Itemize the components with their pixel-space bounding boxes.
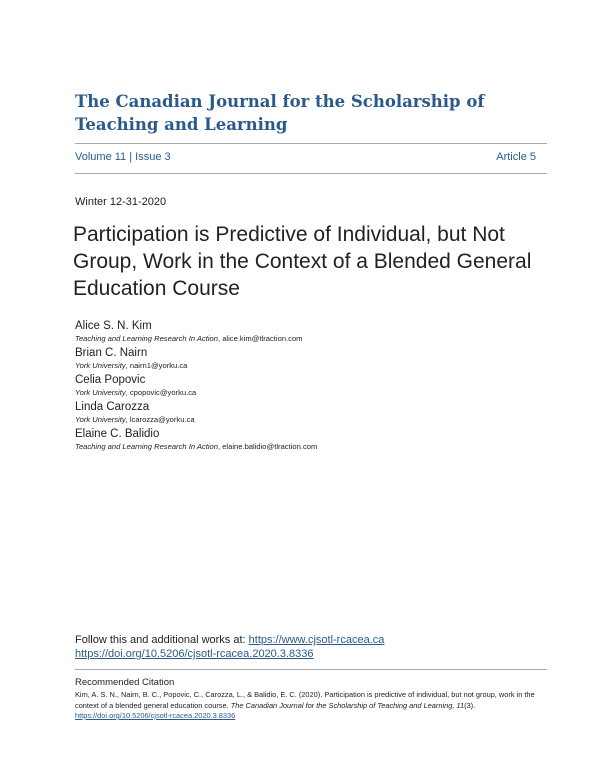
author-entry <box>75 427 545 452</box>
follow-line <box>75 633 545 647</box>
bottom-divider <box>75 173 547 174</box>
author-entry <box>75 346 545 371</box>
citation-heading: Recommended Citation <box>75 677 175 688</box>
author-email: , alice.kim@tlraction.com <box>217 334 303 343</box>
publication-date: Winter 12-31-2020 <box>75 196 167 208</box>
author-affiliation <box>75 334 545 344</box>
citation-body: Kim, A. S. N., Nairn, B. C., Popovic, C., Carozza, L., & Balidio, E. C. (2020). Participation is predictive of individual, but not group, work in the context of a blended general education course. <box>75 690 535 710</box>
author-email: , nairn1@yorku.ca <box>125 361 188 370</box>
author-affiliation <box>75 388 545 398</box>
citation-divider <box>75 669 547 670</box>
author-email: , lcarozza@yorku.ca <box>125 415 195 424</box>
journal-title[interactable]: The Canadian Journal for the Scholarship of Teaching and Learning <box>75 92 485 134</box>
volume-link[interactable]: Volume 11 <box>75 151 127 163</box>
author-name: Linda Carozza <box>75 401 150 413</box>
issue-link[interactable]: Issue 3 <box>135 151 171 163</box>
affiliation-name: York University <box>75 415 126 424</box>
author-email: , elaine.balidio@tlraction.com <box>217 442 318 451</box>
doi-line <box>75 647 545 661</box>
volume-issue <box>75 151 171 163</box>
author-email: , cpopovic@yorku.ca <box>125 388 197 397</box>
author-entry <box>75 400 545 425</box>
author-entry <box>75 319 545 344</box>
top-divider <box>75 143 547 144</box>
author-entry <box>75 373 545 398</box>
author-list <box>75 319 545 454</box>
citation-journal: The Canadian Journal for the Scholarship of Teaching and Learning, 11 <box>230 700 465 710</box>
author-affiliation <box>75 415 545 425</box>
doi-link[interactable]: https://doi.org/10.5206/cjsotl-rcacea.2020.3.8336 <box>75 648 314 660</box>
author-name: Brian C. Nairn <box>75 347 148 359</box>
article-title: Participation is Predictive of Individual, but Not Group, Work in the Context of a Blended General Education Course <box>73 223 532 300</box>
affiliation-name: York University <box>75 361 126 370</box>
affiliation-name: Teaching and Learning Research In Action <box>75 334 218 343</box>
affiliation-name: Teaching and Learning Research In Action <box>75 442 218 451</box>
author-name: Elaine C. Balidio <box>75 428 160 440</box>
follow-section <box>75 633 545 661</box>
affiliation-name: York University <box>75 388 126 397</box>
author-name: Celia Popovic <box>75 374 146 386</box>
citation-doi-link[interactable]: https://doi.org/10.5206/cjsotl-rcacea.2020.3.8336 <box>75 711 236 720</box>
author-name: Alice S. N. Kim <box>75 320 152 332</box>
author-affiliation <box>75 361 545 371</box>
citation-text <box>75 690 547 722</box>
site-link[interactable]: https://www.cjsotl-rcacea.ca <box>248 634 385 646</box>
article-number[interactable]: Article 5 <box>496 151 536 163</box>
follow-text: Follow this and additional works at: <box>75 634 249 646</box>
citation-issue: (3). <box>464 700 476 710</box>
issue-line <box>75 151 536 163</box>
volume-issue-separator: | <box>126 151 136 163</box>
author-affiliation <box>75 442 545 452</box>
